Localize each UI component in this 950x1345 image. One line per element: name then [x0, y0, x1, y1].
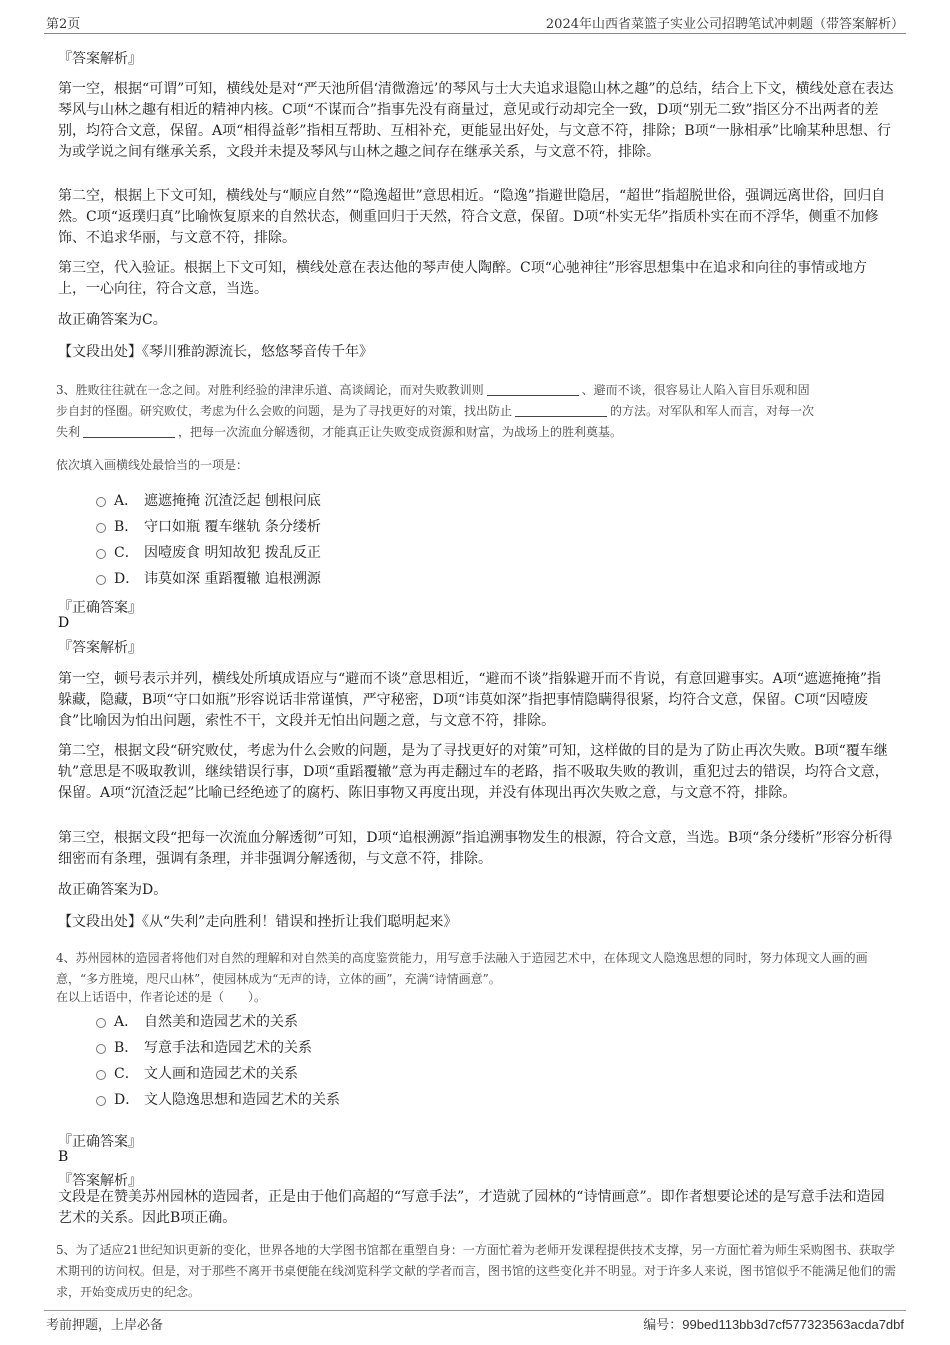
option-d[interactable]: D． 讳莫如深 重蹈覆辙 追根溯源	[96, 568, 321, 588]
radio-icon[interactable]	[96, 1096, 106, 1106]
analysis-paragraph: 第一空，根据“可谓”可知，横线处是对“严天池所倡‘清微澹远’的琴风与士大夫追求退隐山林之趣”的总结，结合上下文，横线处意在表达琴风与山林之趣有相近的精神内核。C项“不谋而合”指事先没有商量过，意见或行动却完全一致，D项“别无二致”指区分不出两者的差别，均符合文意，保留。A项“相得益彰”指相互帮助、互相补充，更能显出好处，与文意不符，排除；B项“一脉相承”比喻某种思想、行为或学说之间有继承关系，文段并未提及琴风与山林之趣之间存在继承关系，与文意不符，排除。	[58, 81, 894, 160]
footer-slogan: 考前押题，上岸必备	[46, 1318, 164, 1333]
option-c[interactable]: C． 文人画和造园艺术的关系	[96, 1063, 298, 1083]
analysis-label: 『答案解析』	[58, 1173, 142, 1189]
analysis-paragraph: 第三空，根据文段“把每一次流血分解透彻”可知，D项“追根溯源”指追溯事物发生的根源，符合文意，当选。B项“条分缕析”形容分析得细密而有条理，强调有条理，并非强调分解透彻，与文意不符，排除。	[58, 830, 893, 867]
option-d[interactable]: D． 文人隐逸思想和造园艺术的关系	[96, 1089, 340, 1109]
source-citation: 【文段出处】《从“失利”走向胜利！错误和挫折让我们聪明起来》	[58, 914, 458, 930]
question-prompt: 依次填入画横线处最恰当的一项是：	[56, 458, 249, 472]
radio-icon[interactable]	[96, 1018, 106, 1028]
option-a[interactable]: A． 遮遮掩掩 沉渣泛起 刨根问底	[96, 490, 321, 510]
analysis-paragraph: 第三空，代入验证。根据上下文可知，横线处意在表达他的琴声使人陶醉。C项“心驰神往”形容思想集中在追求和向往的事情或地方上，一心向往，符合文意，当选。	[58, 260, 868, 297]
analysis-label: 『答案解析』	[58, 51, 142, 67]
radio-icon[interactable]	[96, 523, 106, 533]
page-number: 第2页	[46, 17, 81, 32]
analysis-paragraph: 文段是在赞美苏州园林的造园者，正是由于他们高超的“写意手法”，才造就了园林的“诗情画意”。即作者想要论述的是写意手法和造园艺术的关系。因此B项正确。	[58, 1189, 885, 1226]
option-b[interactable]: B． 守口如瓶 覆车继轨 条分缕析	[96, 516, 321, 536]
radio-icon[interactable]	[96, 575, 106, 585]
analysis-paragraph: 第二空，根据上下文可知，横线处与“顺应自然”“隐逸超世”意思相近。“隐逸”指避世隐居，“超世”指超脱世俗，强调远离世俗，回归自然。C项“返璞归真”比喻恢复原来的自然状态，侧重回归于天然，符合文意，保留。D项“朴实无华”指质朴实在而不浮华，侧重不加修饰、不追求华丽，与文意不符，排除。	[58, 188, 886, 246]
footer-divider	[44, 1310, 906, 1311]
analysis-label: 『答案解析』	[58, 640, 142, 656]
fill-blank	[83, 424, 175, 438]
correct-answer: B	[58, 1149, 69, 1165]
fill-blank	[487, 382, 579, 396]
question-stem: 5、为了适应21世纪知识更新的变化，世界各地的大学图书馆都在重塑自身：一方面忙着为老师开发课程提供技术支撑，另一方面忙着为师生采购图书、获取学术期刊的访问权。但是，对于那些不离开书桌便能在线浏览科学文献的学者而言，图书馆的这些变化并不明显。对于许多人来说，图书馆似乎不能满足他们的需求，开始变成历史的纪念。	[56, 1243, 897, 1299]
radio-icon[interactable]	[96, 497, 106, 507]
analysis-paragraph: 第一空，顿号表示并列，横线处所填成语应与“避而不谈”意思相近，“避而不谈”指躲避开而不肯说，有意回避事实。A项“遮遮掩掩”指躲藏，隐藏，B项“守口如瓶”形容说话非常谨慎，严守秘密，D项“讳莫如深”指把事情隐瞒得很紧，均符合文意，保留。C项“因噎废食”比喻因为怕出问题，索性不干，文段并无怕出问题之意，与文意不符，排除。	[58, 671, 882, 729]
document-code: 编号：99bed113bb3d7cf577323563acda7dbf	[643, 1317, 904, 1333]
option-c[interactable]: C． 因噎废食 明知故犯 拨乱反正	[96, 542, 321, 562]
question-stem: 4、苏州园林的造园者将他们对自然的理解和对自然美的高度鉴赏能力，用写意手法融入于造园艺术中，在体现文人隐逸思想的同时，努力体现文人画的画意，“多方胜境，咫尺山林”，使园林成为“无声的诗，立体的画”，充满“诗情画意”。	[56, 951, 868, 986]
correct-answer: D	[58, 615, 70, 631]
radio-icon[interactable]	[96, 1044, 106, 1054]
radio-icon[interactable]	[96, 1070, 106, 1080]
correct-answer-label: 『正确答案』	[58, 1134, 142, 1150]
option-b[interactable]: B． 写意手法和造园艺术的关系	[96, 1037, 312, 1057]
correct-answer-label: 『正确答案』	[58, 600, 142, 616]
analysis-paragraph: 第二空，根据文段“研究败仗，考虑为什么会败的问题，是为了寻找更好的对策”可知，这样做的目的是为了防止再次失败。B项“覆车继轨”意思是不吸取教训，继续错误行事，D项“重蹈覆辙”意为再走翻过车的老路，指不吸取失败的教训，重犯过去的错误，均符合文意，保留。A项“沉渣泛起”比喻已经绝迹了的腐朽、陈旧事物又再度出现，并没有体现出再次失败之意，与文意不符，排除。	[58, 743, 889, 801]
header-divider	[44, 33, 906, 34]
option-a[interactable]: A． 自然美和造园艺术的关系	[96, 1011, 298, 1031]
question-stem: 3、胜败往往就在一念之间。对胜利经验的津津乐道、高谈阔论，而对失败教训则 、避而不谈，很容易让人陷入盲目乐观和固 步自封的怪圈。研究败仗，考虑为什么会败的问题，是为了寻找更好的对策，找出防止 的方法。对军队和军人而言，对每一次 失利 ，把每一次流血分解透彻，才能真正让失败变成资源和财富，为战场上的胜利奠基。	[56, 383, 815, 439]
radio-icon[interactable]	[96, 549, 106, 559]
fill-blank	[515, 403, 607, 417]
conclusion: 故正确答案为D。	[58, 882, 168, 898]
conclusion: 故正确答案为C。	[58, 312, 167, 328]
source-citation: 【文段出处】《琴川雅韵源流长，悠悠琴音传千年》	[58, 344, 373, 360]
document-title: 2024年山西省菜篮子实业公司招聘笔试冲刺题（带答案解析）	[545, 17, 904, 32]
question-prompt: 在以上话语中，作者论述的是（ ）。	[56, 990, 267, 1004]
